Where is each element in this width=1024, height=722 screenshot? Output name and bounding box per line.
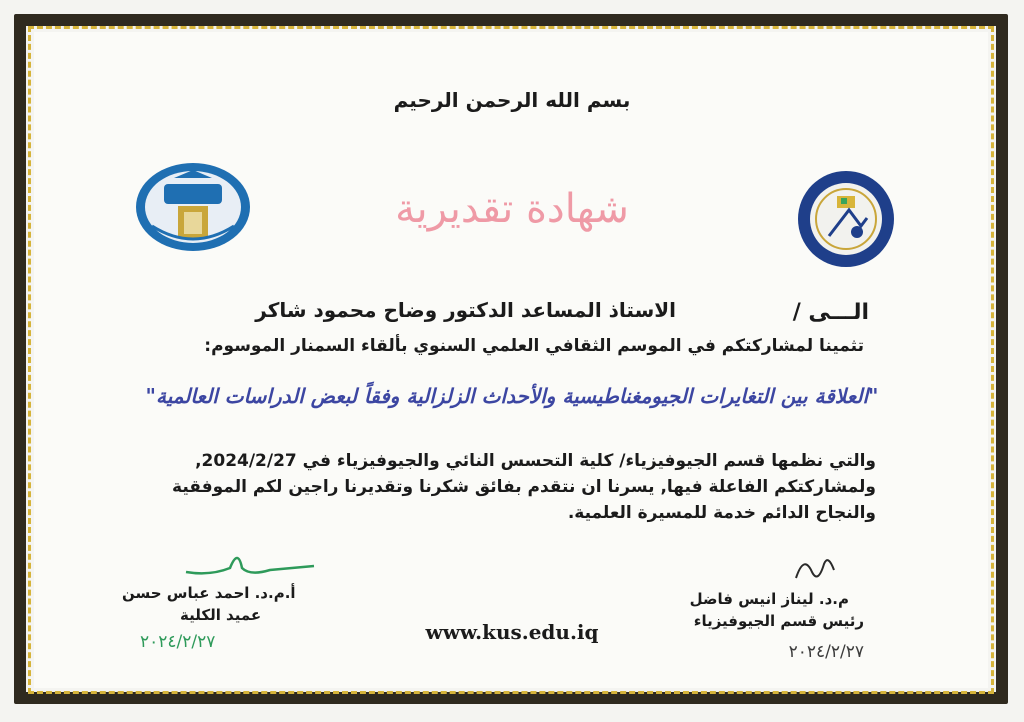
- signature-left: [180, 546, 320, 582]
- basmala: بسم الله الرحمن الرحيم: [393, 88, 631, 112]
- signature-right: [790, 548, 840, 588]
- signatory-right-date: ٢٠٢٤/٢/٢٧: [788, 642, 864, 662]
- recipient-name: الاستاذ المساعد الدكتور وضاح محمود شاكر: [255, 298, 676, 322]
- seminar-title: "العلاقة بين التغايرات الجيومغناطيسية والأحداث الزلزالية وفقاً لبعض الدراسات العالمية": [145, 384, 879, 408]
- signatory-left-role: عميد الكلية: [180, 606, 262, 624]
- signatory-left-name: أ.م.د. احمد عباس حسن: [122, 584, 296, 602]
- recipient-label: الـــى /: [792, 300, 869, 325]
- signatory-right-name: م.د. ليناز انيس فاضل: [689, 590, 849, 608]
- signatory-left-date: ٢٠٢٤/٢/٢٧: [140, 632, 216, 652]
- signatory-right-role: رئيس قسم الجيوفيزياء: [693, 612, 864, 630]
- website-url: www.kus.edu.iq: [425, 620, 599, 644]
- certificate-title: شهادة تقديرية: [395, 186, 629, 232]
- body-text: والتي نظمها قسم الجيوفيزياء/ كلية التحسس النائي والجيوفيزياء في 2024/2/27, ولمشاركتكم الفاعلة فيها, يسرنا ان نتقدم بفائق شكرنا وتقديرنا راجين لكم الموفقية والنجاح الدائم خدمة للمسيرة العلمية.: [172, 451, 876, 523]
- intro-text: تثمينا لمشاركتكم في الموسم الثقافي العلمي السنوي بألقاء السمنار الموسوم:: [204, 336, 864, 356]
